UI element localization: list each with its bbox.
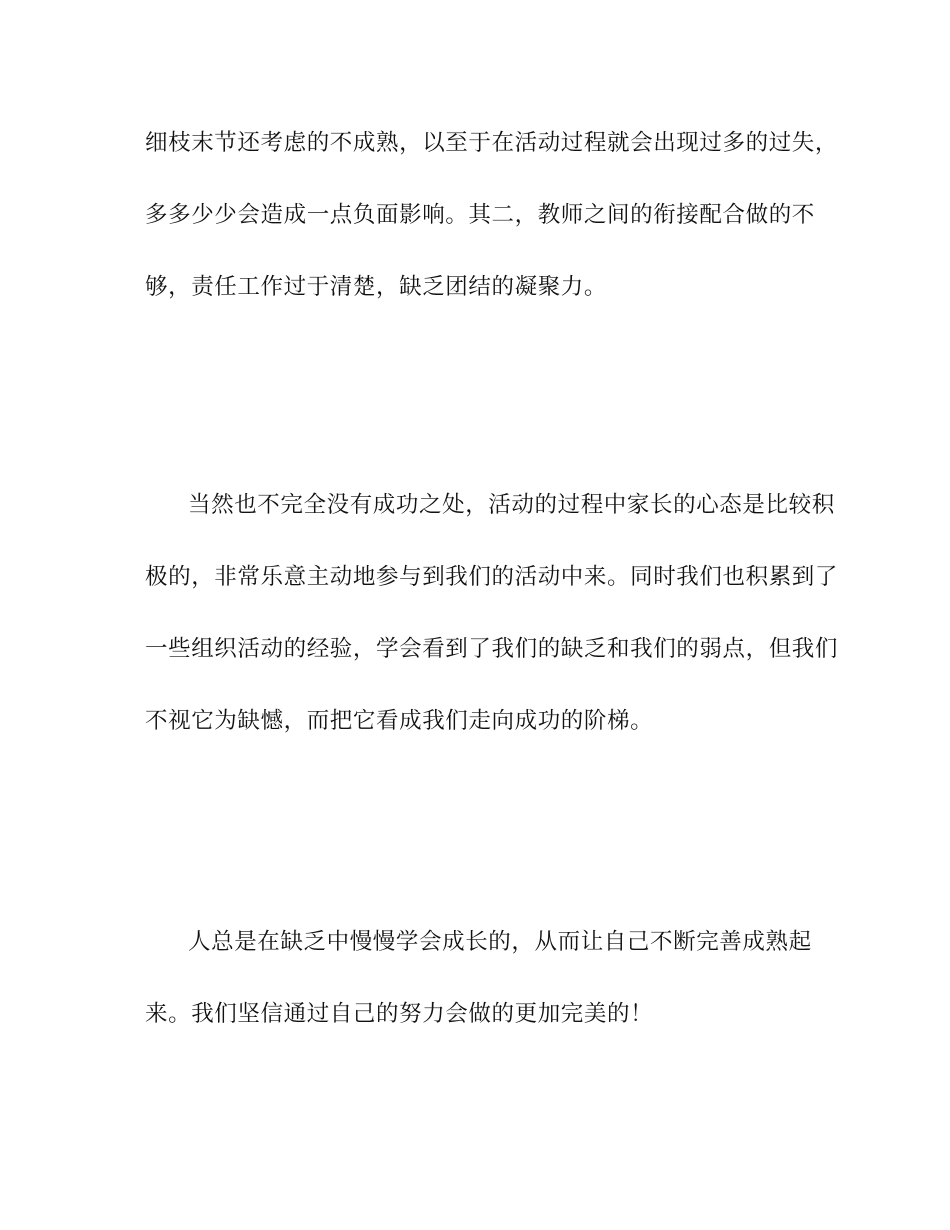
paragraph-line: 人总是在缺乏中慢慢学会成长的，从而让自己不断完善成熟起	[188, 929, 812, 955]
paragraph-line: 一些组织活动的经验，学会看到了我们的缺乏和我们的弱点，但我们	[145, 636, 839, 662]
paragraph-line: 多多少少会造成一点负面影响。其二，教师之间的衔接配合做的不	[145, 202, 815, 228]
paragraph-line: 够，责任工作过于清楚，缺乏团结的凝聚力。	[145, 274, 608, 300]
paragraph-line: 极的，非常乐意主动地参与到我们的活动中来。同时我们也积累到了	[145, 564, 839, 590]
paragraph-line: 细枝末节还考虑的不成熟，以至于在活动过程就会出现过多的过失，	[145, 130, 839, 156]
paragraph-line: 不视它为缺憾，而把它看成我们走向成功的阶梯。	[145, 708, 654, 734]
paragraph-line: 来。我们坚信通过自己的努力会做的更加完美的！	[145, 1001, 654, 1027]
paragraph-line: 当然也不完全没有成功之处，活动的过程中家长的心态是比较积	[188, 492, 835, 518]
